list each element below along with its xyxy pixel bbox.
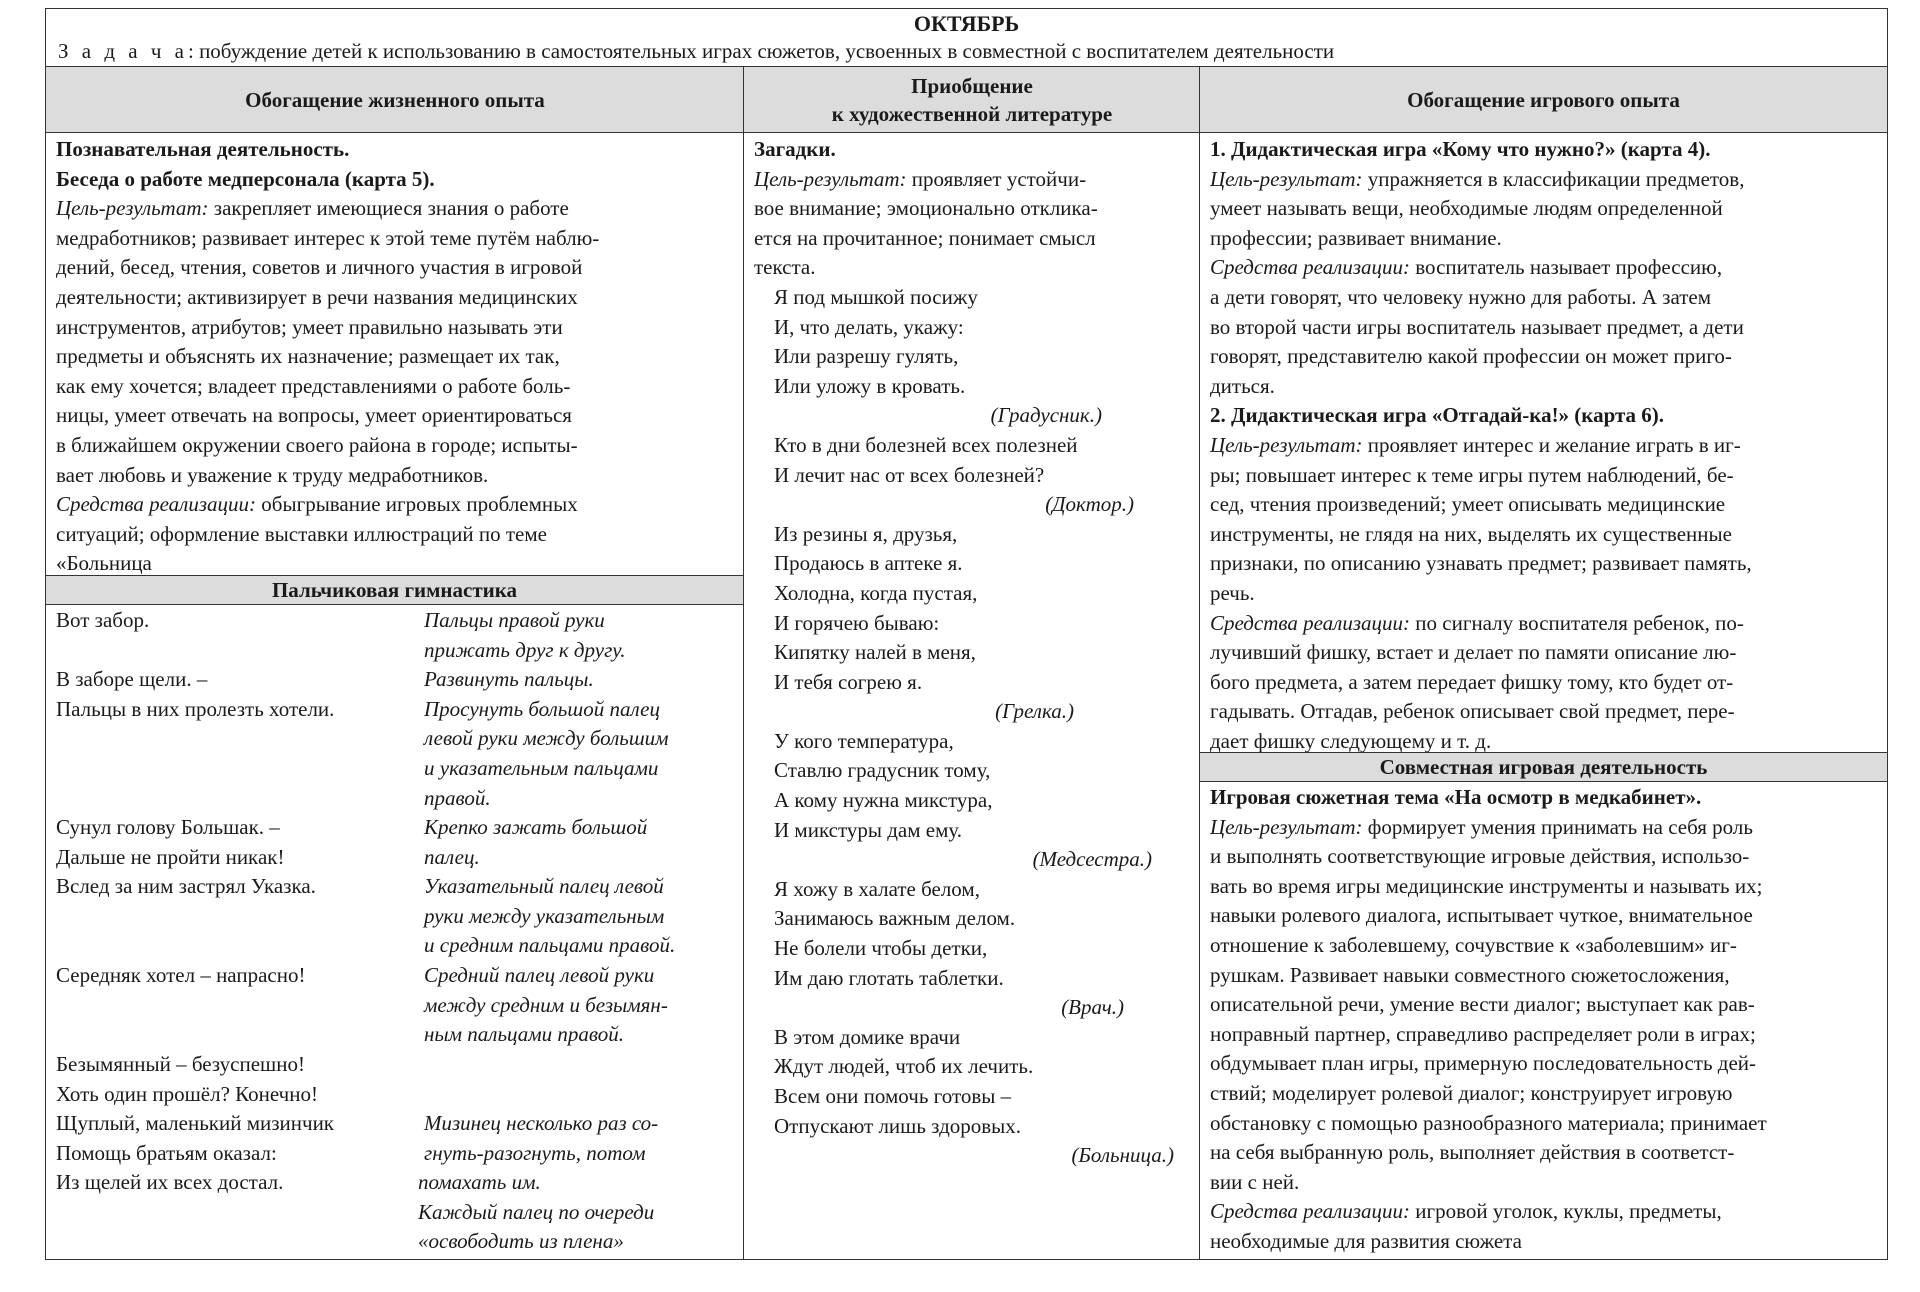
gym-line-6: Середняк хотел – напрасно! (56, 963, 306, 987)
joint-means-line-1: необходимые для развития сюжета (1210, 1228, 1522, 1253)
joint-goal-line-2: вать во время игры медицинские инструменты и называть их; (1210, 873, 1763, 898)
col2-header-line1: Приобщение (911, 73, 1033, 98)
joint-goal-line-1: и выполнять соответствующие игровые действия, использо- (1210, 844, 1750, 869)
riddles-goal-text: проявляет устойчи- (906, 166, 1087, 191)
gym-action-19: «освободить из плена» (418, 1229, 624, 1253)
gym-action-13: между средним и безымян- (424, 993, 668, 1017)
game2-means-label: Средства реализации: (1210, 610, 1411, 635)
means-line-0 (56, 490, 736, 520)
col3-header (1200, 67, 1887, 133)
game1-means-text: воспитатель называет профессию, (1410, 255, 1723, 280)
joint-goal-line-3: навыки ролевого диалога, испытывает чуткое, внимательное (1210, 903, 1753, 928)
joint-goal-line-6: описательной речи, умение вести диалог; выступает как рав- (1210, 992, 1755, 1017)
goal-line-0 (56, 194, 736, 224)
goal-text: закрепляет имеющиеся знания о работе (208, 196, 569, 221)
game2-means-line-4: дает фишку следующему и т. д. (1210, 728, 1492, 753)
joint-goal-line-7: ноправный партнер, справедливо распределяет роли в играх; (1210, 1021, 1756, 1046)
title-row (46, 9, 1887, 67)
game2-goal-line-2: сед, чтения произведений; умеет описывать медицинские (1210, 492, 1726, 517)
gym-text (56, 606, 426, 1246)
gym-line-1: В заборе щели. – (56, 667, 208, 691)
means-line-1: ситуаций; оформление выставки иллюстраций по теме (56, 521, 547, 546)
riddle2-line-1: И лечит нас от всех болезней? (774, 462, 1045, 487)
riddle4-line-0: У кого температура, (774, 728, 954, 753)
col2-header (744, 67, 1200, 133)
gym-bottom-rule (46, 604, 743, 605)
gym-line-2: Пальцы в них пролезть хотели. (56, 697, 335, 721)
goal-line-2: дений, бесед, чтения, советов и личного участия в игровой (56, 255, 583, 280)
joint-goal-line-8: обдумывает план игры, примерную последовательность дей- (1210, 1051, 1757, 1076)
joint-activity (1210, 783, 1880, 1257)
game2-means-line-1: лучивший фишку, встает и делает по памяти описание лю- (1210, 640, 1737, 665)
riddle6-line-2: Всем они помочь готовы – (774, 1084, 1012, 1108)
col1-header (46, 67, 744, 133)
riddles-goal-line-1: вое внимание; эмоционально отклика- (754, 196, 1098, 221)
riddle3-line-2: Холодна, когда пустая, (774, 580, 978, 605)
gym-line-11: Из щелей их всех достал. (56, 1170, 284, 1194)
joint-goal-line-11: на себя выбранную роль, выполняет действия в соответст- (1210, 1140, 1735, 1165)
game2-title: 2. Дидактическая игра «Отгадай-ка!» (карта 6). (1210, 403, 1665, 428)
joint-means-text: игровой уголок, куклы, предметы, (1410, 1199, 1722, 1224)
game1-means-line-4: диться. (1210, 373, 1275, 398)
goal-line-4: инструментов, атрибутов; умеет правильно называть эти (56, 314, 563, 339)
riddle4-line-3: И микстуры дам ему. (774, 817, 963, 842)
riddle6-answer: (Больница.) (1071, 1143, 1174, 1168)
riddle6-line-0: В этом домике врачи (774, 1024, 961, 1049)
riddle1-line-1: И, что делать, укажу: (774, 314, 964, 339)
game2-goal-line-5: речь. (1210, 580, 1255, 605)
gym-action-2: Развинуть пальцы. (424, 667, 594, 691)
joint-goal-label: Цель-результат: (1210, 814, 1363, 839)
riddle5-line-3: Им даю глотать таблетки. (774, 965, 1004, 990)
joint-heading: Игровая сюжетная тема «На осмотр в медкабинет». (1210, 785, 1702, 809)
joint-header: Совместная игровая деятельность (1200, 753, 1887, 781)
gym-actions (418, 606, 739, 1253)
goal-line-7: ницы, умеет отвечать на вопросы, умеет ориентироваться (56, 403, 572, 428)
game2-goal-text: проявляет интерес и желание играть в иг- (1362, 432, 1741, 457)
goal-line-6: как ему хочется; владеет представлениями о работе боль- (56, 373, 571, 398)
game2-goal-line-3: инструменты, не глядя на них, выделять их существенные (1210, 521, 1732, 546)
riddle5-answer: (Врач.) (1061, 995, 1124, 1020)
game2-goal-line-1: ры; повышает интерес к теме игры путем наблюдений, бе- (1210, 462, 1734, 487)
gym-action-15: Мизинец несколько раз со- (424, 1111, 659, 1135)
cognitive-activity (56, 135, 736, 579)
riddle3-line-5: И тебя согрею я. (774, 669, 923, 694)
task-label: З а д а ч а (58, 39, 188, 63)
didactic-games (1210, 135, 1880, 756)
col1-header-label: Обогащение жизненного опыта (245, 87, 545, 112)
gym-action-4: левой руки между большим (424, 726, 669, 750)
gym-action-7: Крепко зажать большой (424, 815, 648, 839)
game1-goal-text: упражняется в классификации предметов, (1362, 166, 1745, 191)
game1-means-line-0 (1210, 253, 1880, 283)
task-text: : побуждение детей к использованию в самостоятельных играх сюжетов, усвоенных в совместной с воспитателем деятельности (187, 39, 1335, 63)
gym-action-10: руки между указательным (424, 904, 665, 928)
divider-1 (743, 67, 744, 1259)
task-line (58, 39, 1334, 64)
joint-goal-line-9: ствий; моделирует ролевой диалог; конструирует игровую (1210, 1080, 1733, 1105)
joint-goal-line-10: обстановку с помощью разнообразного материала; принимает (1210, 1110, 1767, 1135)
col3-header-label: Обогащение игрового опыта (1407, 87, 1680, 112)
riddles-goal-line-2: ется на прочитанное; понимает смысл (754, 225, 1096, 250)
joint-goal-line-4: отношение к заболевшему, сочувствие к «заболевшим» иг- (1210, 932, 1737, 957)
riddle3-line-1: Продаюсь в аптеке я. (774, 551, 963, 576)
game1-goal-label: Цель-результат: (1210, 166, 1363, 191)
riddle6-line-3: Отпускают лишь здоровых. (774, 1113, 1022, 1138)
game2-means-text: по сигналу воспитателя ребенок, по- (1410, 610, 1744, 635)
game2-goal-line-0 (1210, 431, 1880, 461)
joint-bottom-rule (1200, 781, 1887, 782)
game1-means-line-2: во второй части игры воспитатель называет предмет, а дети (1210, 314, 1744, 339)
goal-line-3: деятельности; активизирует в речи названия медицинских (56, 284, 578, 309)
gym-action-18: Каждый палец по очереди (418, 1200, 655, 1224)
gym-action-12: Средний палец левой руки (424, 963, 655, 987)
gym-line-9: Щуплый, маленький мизинчик (56, 1111, 335, 1135)
game2-means-line-0 (1210, 609, 1880, 639)
gym-line-0: Вот забор. (56, 608, 150, 632)
gym-line-5: Вслед за ним застрял Указка. (56, 874, 316, 898)
riddle4-line-2: А кому нужна микстура, (774, 788, 993, 813)
means-label: Средства реализации: (56, 492, 257, 517)
game2-goal-line-4: признаки, по описанию узнавать предмет; развивает память, (1210, 551, 1752, 576)
riddle5-line-2: Не болели чтобы детки, (774, 936, 988, 961)
col2-header-line2: к художественной литературе (831, 101, 1113, 126)
gym-line-3: Сунул голову Большак. – (56, 815, 280, 839)
goal-line-5: предметы и объяснять их назначение; размещает их так, (56, 344, 560, 369)
riddles (754, 135, 1174, 1171)
goal-line-8: в ближайшем окружении своего района в городе; испыты- (56, 432, 578, 457)
joint-goal-text: формирует умения принимать на себя роль (1362, 814, 1753, 839)
gym-line-4: Дальше не пройти никак! (56, 845, 285, 869)
riddles-goal-line-3: текста. (754, 255, 816, 280)
riddles-heading: Загадки. (754, 137, 836, 161)
riddle4-line-1: Ставлю градусник тому, (774, 758, 991, 783)
joint-means-line-0 (1210, 1197, 1880, 1227)
game1-means-line-1: а дети говорят, что человеку нужно для работы. А затем (1210, 284, 1712, 309)
riddle1-answer: (Градусник.) (990, 403, 1102, 428)
game2-goal-label: Цель-результат: (1210, 432, 1363, 457)
riddle5-line-1: Занимаюсь важным делом. (774, 906, 1016, 931)
joint-goal-line-5: рушкам. Развивает навыки совместного сюжетосложения, (1210, 962, 1730, 987)
gym-line-7: Безымянный – безуспешно! (56, 1052, 305, 1076)
cognitive-heading: Познавательная деятельность. (56, 137, 350, 161)
riddle2-answer: (Доктор.) (1045, 492, 1134, 517)
means-line-2: «Больница (56, 551, 152, 576)
riddle3-answer: (Грелка.) (995, 699, 1074, 724)
gym-action-8: палец. (424, 845, 480, 869)
game2-means-line-3: гадывать. Отгадав, ребенок описывает свой предмет, пере- (1210, 699, 1735, 724)
divider-2 (1199, 67, 1200, 1259)
gym-action-1: прижать друг к другу. (424, 638, 626, 662)
riddle3-line-4: Кипятку налей в меня, (774, 640, 976, 665)
riddle1-line-2: Или разрешу гулять, (774, 344, 959, 369)
riddle3-line-0: Из резины я, друзья, (774, 521, 958, 546)
means-text: обыгрывание игровых проблемных (256, 492, 578, 517)
joint-goal-line-12: вии с ней. (1210, 1169, 1300, 1194)
riddle1-line-0: Я под мышкой посижу (774, 284, 978, 309)
goal-line-9: вает любовь и уважение к труду медработников. (56, 462, 489, 487)
gym-action-5: и указательным пальцами (424, 756, 659, 780)
gym-action-3: Просунуть большой палец (424, 697, 660, 721)
gym-action-6: правой. (424, 786, 491, 810)
game1-goal-line-0 (1210, 165, 1880, 195)
plan-table (45, 8, 1888, 1260)
game1-title: 1. Дидактическая игра «Кому что нужно?» (карта 4). (1210, 137, 1711, 161)
riddle6-line-1: Ждут людей, чтоб их лечить. (774, 1054, 1034, 1079)
riddle3-line-3: И горячею бываю: (774, 610, 940, 635)
game2-means-line-2: бого предмета, а затем передает фишку тому, кто будет от- (1210, 669, 1734, 694)
gym-line-8: Хоть один прошёл? Конечно! (56, 1082, 318, 1106)
gym-action-11: и средним пальцами правой. (424, 933, 676, 957)
riddles-goal-label: Цель-результат: (754, 166, 907, 191)
game1-means-label: Средства реализации: (1210, 255, 1411, 280)
riddle4-answer: (Медсестра.) (1032, 847, 1152, 872)
gym-action-9: Указательный палец левой (424, 874, 664, 898)
riddle5-line-0: Я хожу в халате белом, (774, 876, 980, 901)
goal-label: Цель-результат: (56, 196, 209, 221)
riddle2-line-0: Кто в дни болезней всех полезней (774, 432, 1078, 457)
game1-goal-line-2: профессии; развивает внимание. (1210, 225, 1502, 250)
game1-means-line-3: говорят, представителю какой профессии он может приго- (1210, 344, 1732, 369)
gym-action-17: помахать им. (418, 1170, 541, 1194)
goal-line-1: медработников; развивает интерес к этой теме путём наблю- (56, 225, 600, 250)
joint-goal-line-0 (1210, 813, 1880, 843)
gym-action-16: гнуть-разогнуть, потом (424, 1141, 646, 1165)
joint-means-label: Средства реализации: (1210, 1199, 1411, 1224)
gym-action-0: Пальцы правой руки (424, 608, 605, 632)
talk-heading: Беседа о работе медперсонала (карта 5). (56, 166, 435, 191)
riddles-goal-line-0 (754, 165, 1174, 195)
gym-action-14: ным пальцами правой. (424, 1022, 625, 1046)
riddle1-line-3: Или уложу в кровать. (774, 373, 966, 398)
gym-header: Пальчиковая гимнастика (46, 576, 743, 604)
month-title: ОКТЯБРЬ (913, 11, 1020, 36)
game1-goal-line-1: умеет называть вещи, необходимые людям определенной (1210, 196, 1723, 221)
gym-line-10: Помощь братьям оказал: (56, 1141, 277, 1165)
